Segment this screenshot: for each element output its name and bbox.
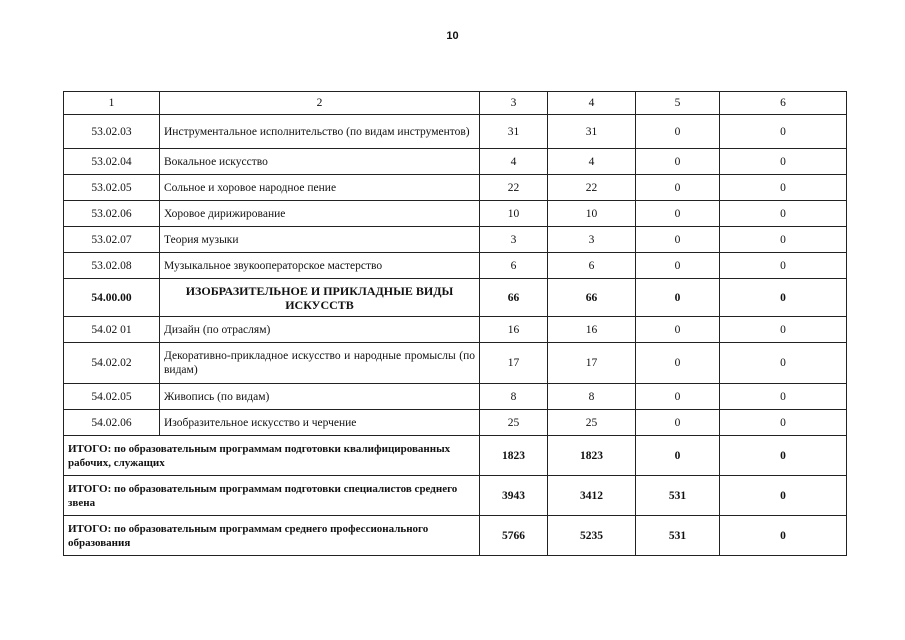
- value-col6: 0: [720, 317, 847, 343]
- program-name: Дизайн (по отраслям): [160, 317, 480, 343]
- value-col5: 0: [636, 279, 720, 317]
- program-name: Вокальное искусство: [160, 149, 480, 175]
- value-col4: 8: [548, 384, 636, 410]
- value-col5: 0: [636, 317, 720, 343]
- value-col5: 0: [636, 343, 720, 384]
- value-col3: 22: [480, 175, 548, 201]
- value-col4: 25: [548, 410, 636, 436]
- value-col5: 0: [636, 410, 720, 436]
- value-col6: 0: [720, 115, 847, 149]
- value-col6: 0: [720, 149, 847, 175]
- table-row: [64, 384, 847, 410]
- value-col3: 31: [480, 115, 548, 149]
- value-col3: 4: [480, 149, 548, 175]
- value-col6: 0: [720, 279, 847, 317]
- total-row: [64, 476, 847, 516]
- table-row: [64, 115, 847, 149]
- column-header: 6: [720, 92, 847, 115]
- total-row: [64, 436, 847, 476]
- value-col3: 6: [480, 253, 548, 279]
- total-col6: 0: [720, 476, 847, 516]
- value-col5: 0: [636, 149, 720, 175]
- program-name: Сольное и хоровое народное пение: [160, 175, 480, 201]
- value-col6: 0: [720, 343, 847, 384]
- program-code: 53.02.05: [64, 175, 160, 201]
- value-col6: 0: [720, 384, 847, 410]
- total-col4: 1823: [548, 436, 636, 476]
- value-col6: 0: [720, 227, 847, 253]
- total-col3: 3943: [480, 476, 548, 516]
- program-code: 53.02.08: [64, 253, 160, 279]
- group-row: [64, 279, 847, 317]
- value-col3: 25: [480, 410, 548, 436]
- program-code: 53.02.07: [64, 227, 160, 253]
- program-name: Живопись (по видам): [160, 384, 480, 410]
- program-name: Изобразительное искусство и черчение: [160, 410, 480, 436]
- value-col4: 16: [548, 317, 636, 343]
- value-col5: 0: [636, 201, 720, 227]
- program-name: Декоративно-прикладное искусство и народные промыслы (по видам): [160, 343, 480, 384]
- group-name: ИЗОБРАЗИТЕЛЬНОЕ И ПРИКЛАДНЫЕ ВИДЫ ИСКУССТВ: [160, 279, 480, 317]
- column-header: 5: [636, 92, 720, 115]
- total-col5: 531: [636, 476, 720, 516]
- table-row: [64, 201, 847, 227]
- total-label: ИТОГО: по образовательным программам подготовки специалистов среднего звена: [64, 476, 480, 516]
- program-name: Музыкальное звукооператорское мастерство: [160, 253, 480, 279]
- value-col3: 66: [480, 279, 548, 317]
- table-row: [64, 343, 847, 384]
- value-col3: 16: [480, 317, 548, 343]
- value-col5: 0: [636, 175, 720, 201]
- total-col6: 0: [720, 516, 847, 556]
- value-col4: 22: [548, 175, 636, 201]
- value-col4: 66: [548, 279, 636, 317]
- value-col6: 0: [720, 410, 847, 436]
- total-col5: 0: [636, 436, 720, 476]
- value-col6: 0: [720, 253, 847, 279]
- total-col3: 5766: [480, 516, 548, 556]
- value-col6: 0: [720, 201, 847, 227]
- value-col4: 3: [548, 227, 636, 253]
- table-row: [64, 175, 847, 201]
- value-col5: 0: [636, 384, 720, 410]
- program-name: Теория музыки: [160, 227, 480, 253]
- total-col6: 0: [720, 436, 847, 476]
- value-col3: 17: [480, 343, 548, 384]
- value-col4: 17: [548, 343, 636, 384]
- total-row: [64, 516, 847, 556]
- value-col4: 10: [548, 201, 636, 227]
- value-col4: 6: [548, 253, 636, 279]
- value-col5: 0: [636, 115, 720, 149]
- total-col5: 531: [636, 516, 720, 556]
- program-code: 54.02.05: [64, 384, 160, 410]
- page-number: 10: [446, 30, 459, 42]
- value-col4: 31: [548, 115, 636, 149]
- table-row: [64, 149, 847, 175]
- program-name: Инструментальное исполнительство (по видам инструментов): [160, 115, 480, 149]
- program-code: 53.02.06: [64, 201, 160, 227]
- program-name: Хоровое дирижирование: [160, 201, 480, 227]
- total-col3: 1823: [480, 436, 548, 476]
- value-col5: 0: [636, 227, 720, 253]
- program-code: 54.02.06: [64, 410, 160, 436]
- table-row: [64, 227, 847, 253]
- table-header-row: [64, 92, 847, 115]
- value-col6: 0: [720, 175, 847, 201]
- table-row: [64, 410, 847, 436]
- program-code: 53.02.04: [64, 149, 160, 175]
- column-header: 2: [160, 92, 480, 115]
- value-col5: 0: [636, 253, 720, 279]
- value-col4: 4: [548, 149, 636, 175]
- group-code: 54.00.00: [64, 279, 160, 317]
- value-col3: 8: [480, 384, 548, 410]
- column-header: 3: [480, 92, 548, 115]
- column-header: 1: [64, 92, 160, 115]
- total-label: ИТОГО: по образовательным программам среднего профессионального образования: [64, 516, 480, 556]
- statistics-table: [63, 91, 847, 556]
- table-row: [64, 253, 847, 279]
- program-code: 54.02.02: [64, 343, 160, 384]
- value-col3: 10: [480, 201, 548, 227]
- value-col3: 3: [480, 227, 548, 253]
- total-col4: 3412: [548, 476, 636, 516]
- total-col4: 5235: [548, 516, 636, 556]
- table-row: [64, 317, 847, 343]
- program-code: 53.02.03: [64, 115, 160, 149]
- program-code: 54.02 01: [64, 317, 160, 343]
- total-label: ИТОГО: по образовательным программам подготовки квалифицированных рабочих, служащих: [64, 436, 480, 476]
- column-header: 4: [548, 92, 636, 115]
